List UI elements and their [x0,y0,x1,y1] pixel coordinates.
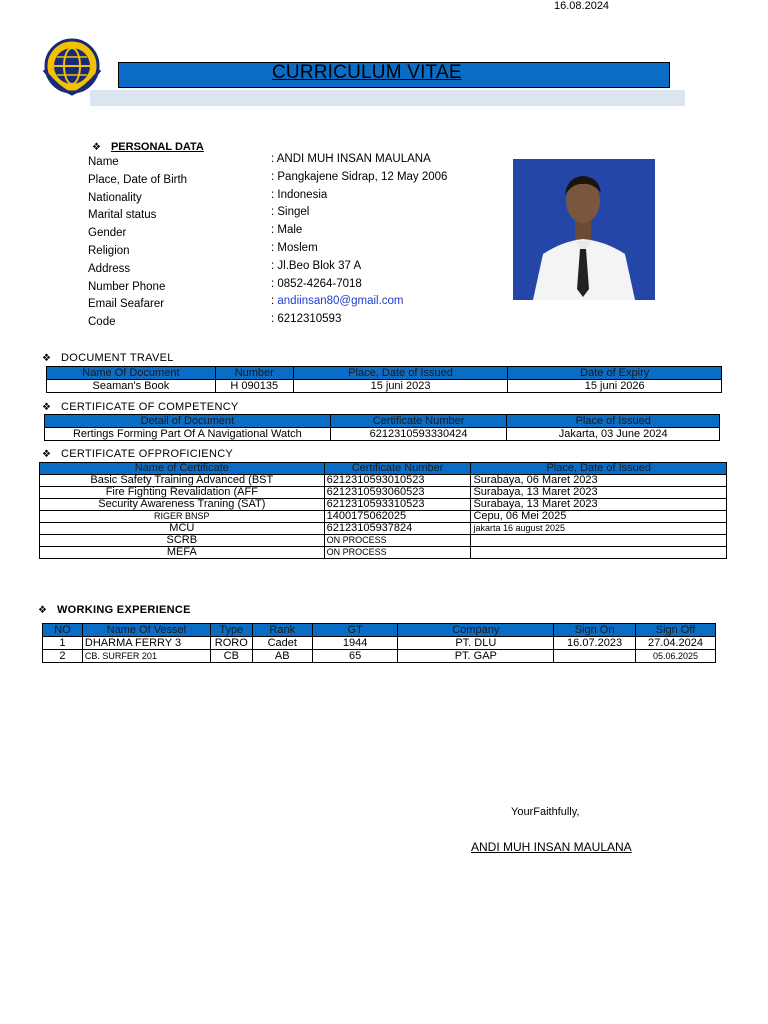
table-cell: ON PROCESS [324,535,471,547]
column-header: GT [312,624,398,637]
personal-value: : Male [271,224,303,237]
table-cell: Surabaya, 13 Maret 2023 [471,487,727,499]
personal-value: : Singel [271,206,310,219]
title-underbar [90,90,685,106]
section-document-travel [42,352,174,364]
column-header: Place, Date of Issued [471,463,727,475]
diamond-bullet-icon: ❖ [38,604,47,616]
certificate-competency-table [44,414,720,441]
table-cell: Security Awareness Traning (SAT) [40,499,325,511]
column-header: Number [215,367,293,380]
column-header: Name of Certificate [40,463,325,475]
column-header: Detail of Document [45,415,331,428]
table-cell: 6212310593310523 [324,499,471,511]
column-header: Certificate Number [330,415,507,428]
section-certificate-competency [42,401,239,413]
colon-separator: : [271,295,278,308]
section-certificate-proficiency [42,448,233,460]
table-cell: RORO [210,637,252,650]
table-row [40,523,727,535]
certificate-proficiency-table [39,462,727,559]
personal-value: : ANDI MUH INSAN MAULANA [271,153,431,165]
table-cell: ON PROCESS [324,547,471,559]
table-cell: 6212310593010523 [324,475,471,487]
table-row [40,547,727,559]
table-cell: AB [252,650,312,663]
diamond-bullet-icon: ❖ [42,401,51,413]
table-cell: Seaman's Book [47,380,216,393]
table-cell: PT. GAP [398,650,554,663]
section-heading: CERTIFICATE OF COMPETENCY [60,401,239,413]
column-header: Name Of Vessel [82,624,210,637]
table-row [40,535,727,547]
column-header: Sign On [554,624,636,637]
table-cell: Surabaya, 13 Maret 2023 [471,499,727,511]
table-cell: 62123105937824 [324,523,471,535]
table-cell: Cepu, 06 Mei 2025 [471,511,727,523]
personal-label: Code [88,316,116,329]
profile-photo [513,159,655,300]
section-heading: DOCUMENT TRAVEL [60,352,174,364]
table-cell: MEFA [40,547,325,559]
diamond-bullet-icon: ❖ [42,352,51,364]
personal-value: : 0852-4264-7018 [271,277,362,290]
document-travel-table [46,366,722,393]
personal-label: Religion [88,245,130,257]
column-header: Place, Date of Issued [293,367,508,380]
column-header: Date of Expiry [508,367,722,380]
table-cell: 6212310593060523 [324,487,471,499]
table-cell: Surabaya, 06 Maret 2023 [471,475,727,487]
personal-label: Name [88,156,119,168]
table-cell: 15 juni 2023 [293,380,508,393]
table-row [43,637,716,650]
personal-label: Email Seafarer [88,298,165,311]
table-cell: 15 juni 2026 [508,380,722,393]
section-working-experience [38,604,191,616]
table-cell: DHARMA FERRY 3 [82,637,210,650]
section-heading: PERSONAL DATA [110,141,204,153]
table-cell: 65 [312,650,398,663]
table-cell: CB. SURFER 201 [82,650,210,663]
table-cell: 1400175062025 [324,511,471,523]
table-row [40,487,727,499]
section-heading: WORKING EXPERIENCE [56,604,191,616]
column-header: Certificate Number [324,463,471,475]
table-row [40,475,727,487]
personal-label: Number Phone [88,280,166,293]
section-heading: CERTIFICATE OFPROFICIENCY [60,448,234,460]
table-cell [471,547,727,559]
column-header: Place of Issued [507,415,720,428]
table-cell: 16.07.2023 [554,637,636,650]
table-cell: 27.04.2024 [636,637,716,650]
table-cell: 05.06.2025 [636,650,716,663]
table-cell: 1944 [312,637,398,650]
table-cell: 1 [43,637,83,650]
table-cell: H 090135 [215,380,293,393]
diamond-bullet-icon: ❖ [92,141,101,153]
personal-value: : Moslem [271,242,318,254]
personal-label: Gender [88,227,127,240]
table-cell: CB [210,650,252,663]
column-header: NO [43,624,83,637]
column-header: Name Of Document [47,367,216,380]
personal-value: : 6212310593 [271,313,342,326]
column-header: Sign Off [636,624,716,637]
personal-label: Address [88,262,131,275]
table-cell: Basic Safety Training Advanced (BST [40,475,325,487]
table-cell [554,650,636,663]
table-row [40,511,727,523]
table-cell: Jakarta, 03 June 2024 [507,428,720,441]
column-header: Company [398,624,554,637]
table-cell: 6212310593330424 [330,428,507,441]
email-link[interactable]: andiinsan80@gmail.com [277,295,404,308]
personal-label: Place, Date of Birth [88,173,188,186]
table-cell: SCRB [40,535,325,547]
email-row [271,295,404,307]
table-cell: jakarta 16 august 2025 [471,523,727,535]
table-row [45,428,720,441]
table-cell: PT. DLU [398,637,554,650]
closing-line: YourFaithfully, [511,806,580,818]
table-row [47,380,722,393]
document-date: 16.08.2024 [554,0,610,12]
diamond-bullet-icon: ❖ [42,448,51,460]
signature-name: ANDI MUH INSAN MAULANA [471,840,632,854]
column-header: Type [210,624,252,637]
table-cell: Rertings Forming Part Of A Navigational Watch [45,428,331,441]
table-cell: MCU [40,523,325,535]
table-cell: 2 [43,650,83,663]
table-cell [471,535,727,547]
section-personal-data [92,141,204,153]
working-experience-table [42,623,716,663]
table-cell: Fire Fighting Revalidation (AFF [40,487,325,499]
personal-value: : Indonesia [271,188,328,201]
personal-label: Nationality [88,191,142,204]
table-cell: Cadet [252,637,312,650]
personal-label: Marital status [88,209,157,222]
column-header: Rank [252,624,312,637]
table-row [43,650,716,663]
personal-value: : Pangkajene Sidrap, 12 May 2006 [271,170,448,183]
table-cell: RIGER BNSP [40,511,325,523]
table-row [40,499,727,511]
page-title: CURRICULUM VITAE [272,62,462,83]
personal-value: : Jl.Beo Blok 37 A [271,259,362,272]
